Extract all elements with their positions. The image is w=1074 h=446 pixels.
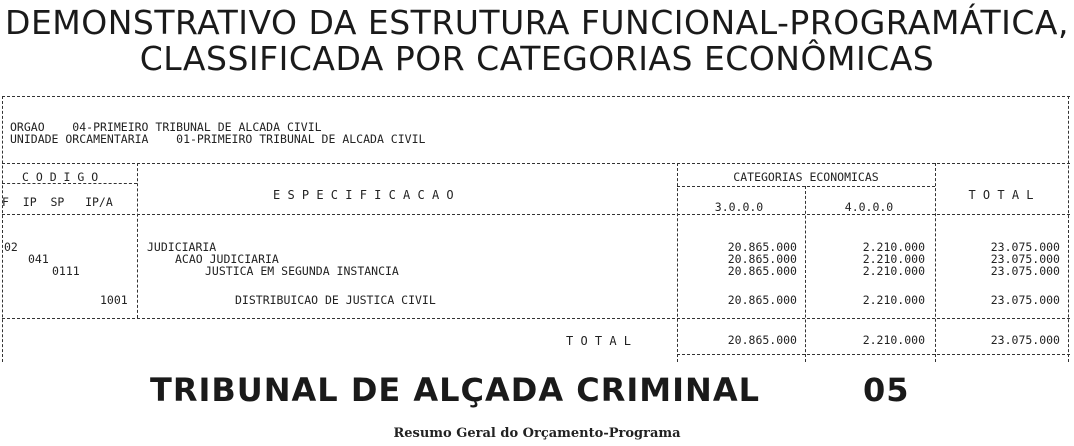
especificacao-header: E S P E C I F I C A C A O — [273, 188, 454, 202]
table-row-total: 23.075.000 — [990, 293, 1060, 307]
table-row-code: 0111 — [52, 264, 80, 278]
table-row-3000: 20.865.000 — [727, 240, 797, 254]
header-divider — [2, 163, 1070, 164]
table-row-desc: ACAO JUDICIARIA — [175, 252, 279, 266]
total-column-separator — [935, 163, 936, 362]
total-row-label: T O T A L — [566, 334, 632, 348]
table-row-4000: 2.210.000 — [862, 240, 925, 254]
unidade-line: UNIDADE ORCAMENTARIA 01-PRIMEIRO TRIBUNAL DE ALCADA CIVIL — [10, 132, 426, 146]
table-row-4000: 2.210.000 — [862, 293, 925, 307]
table-row-code: 041 — [28, 252, 49, 266]
col-4000-header: 4.0.0.0 — [844, 200, 894, 214]
total-row-3000: 20.865.000 — [727, 333, 797, 347]
code-columns-header: F IP SP IP/A — [2, 195, 113, 209]
categorias-sub-divider — [677, 186, 935, 187]
table-row-total: 23.075.000 — [990, 252, 1060, 266]
section-number: 05 — [863, 371, 910, 409]
table-row-4000: 2.210.000 — [862, 252, 925, 266]
table-row-3000: 20.865.000 — [727, 293, 797, 307]
table-row-3000: 20.865.000 — [727, 264, 797, 278]
section-subtitle: Resumo Geral do Orçamento-Programa — [393, 426, 681, 441]
table-row-total: 23.075.000 — [990, 240, 1060, 254]
codigo-header: C O D I G O — [22, 170, 99, 184]
table-right-border — [1068, 96, 1069, 362]
table-row-code: 02 — [4, 240, 18, 254]
totals-bottom-divider — [677, 354, 1070, 355]
page-title-line-2: CLASSIFICADA POR CATEGORIAS ECONÔMICAS — [139, 39, 935, 78]
section-heading: TRIBUNAL DE ALÇADA CRIMINAL — [150, 371, 760, 409]
table-row-desc: JUSTICA EM SEGUNDA INSTANCIA — [205, 264, 399, 278]
total-row-total: 23.075.000 — [990, 333, 1060, 347]
col-3000-header: 3.0.0.0 — [714, 200, 764, 214]
total-row-4000: 2.210.000 — [862, 333, 925, 347]
rows-bottom-divider — [2, 318, 1070, 319]
total-header: T O T A L — [968, 188, 1034, 202]
table-row-desc: DISTRIBUICAO DE JUSTICA CIVIL — [235, 293, 436, 307]
cat-column-separator — [805, 186, 806, 362]
code-column-separator — [137, 163, 138, 318]
table-row-code: 1001 — [100, 293, 128, 307]
table-row-3000: 20.865.000 — [727, 252, 797, 266]
table-top-border — [2, 96, 1070, 97]
spec-column-separator — [677, 163, 678, 362]
column-header-divider — [2, 214, 1070, 215]
orgao-line: ORGAO 04-PRIMEIRO TRIBUNAL DE ALCADA CIVIL — [10, 120, 322, 134]
table-row-desc: JUDICIARIA — [147, 240, 217, 254]
table-left-border — [2, 96, 3, 362]
categorias-header: CATEGORIAS ECONOMICAS — [733, 170, 879, 184]
codigo-sub-divider — [2, 183, 137, 184]
table-row-4000: 2.210.000 — [862, 264, 925, 278]
page-title-line-1: DEMONSTRATIVO DA ESTRUTURA FUNCIONAL-PROGRAMÁTICA, — [5, 3, 1069, 42]
table-row-total: 23.075.000 — [990, 264, 1060, 278]
